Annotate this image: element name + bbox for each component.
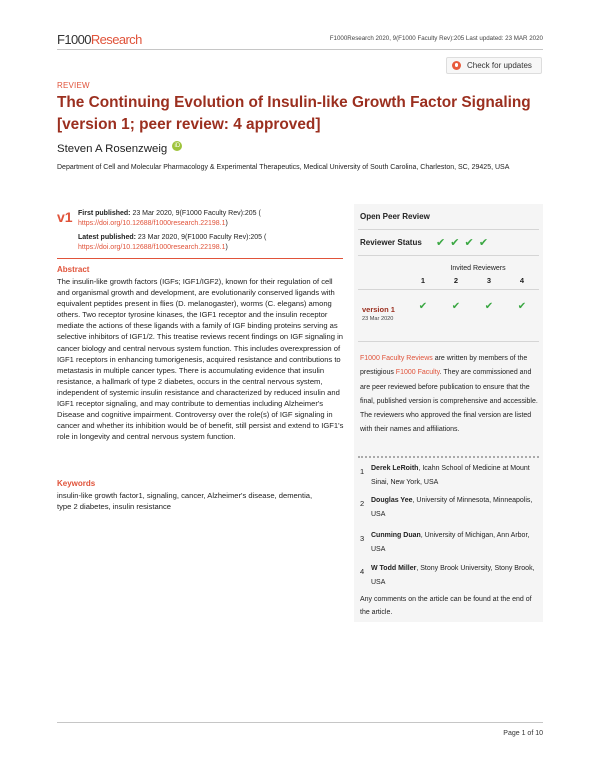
keywords-text: insulin-like growth factor1, signaling, cancer, Alzheimer's disease, dementia, type 2 diabetes, insulin resistance — [57, 491, 313, 512]
reviewer-column-3: 3 — [486, 276, 492, 285]
open-peer-review-panel — [354, 204, 543, 622]
header-citation: F1000Research 2020, 9(F1000 Faculty Rev):205 Last updated: 23 MAR 2020 — [329, 35, 543, 42]
first-close-paren: ) — [225, 220, 228, 227]
version-1-label[interactable]: version 1 — [362, 305, 395, 314]
reviewer-status-checks: ✔ ✔ ✔ ✔ — [436, 237, 490, 249]
faculty-link[interactable]: F1000 Faculty — [395, 369, 440, 377]
check-for-updates-button[interactable] — [446, 57, 542, 74]
latest-doi-link[interactable]: https://doi.org/10.12688/f1000research.22198.1 — [78, 244, 226, 251]
latest-published-label: Latest published: — [78, 234, 136, 241]
author-name[interactable]: Steven A Rosenzweig — [57, 143, 168, 155]
orcid-icon[interactable]: iD — [172, 141, 182, 151]
reviewer-name[interactable]: Derek LeRoith — [371, 465, 419, 472]
abstract-heading: Abstract — [57, 265, 90, 274]
page-number: Page 1 of 10 — [503, 730, 543, 737]
footer-divider — [57, 722, 543, 723]
dotted-divider — [358, 456, 539, 458]
comments-note: Any comments on the article can be found at the end of the article. — [360, 596, 532, 616]
author-affiliation: Department of Cell and Molecular Pharmacology & Experimental Therapeutics, Medical University of South Carolina, Charleston, SC, 29425, USA — [57, 164, 510, 171]
latest-published — [78, 233, 343, 253]
check-updates-label: Check for updates — [467, 61, 532, 70]
reviewer-column-1: 1 — [420, 276, 426, 285]
reviewer-item — [360, 462, 540, 489]
reviewer-name[interactable]: W Todd Miller — [371, 565, 417, 572]
approved-check-icon[interactable]: ✔ — [418, 301, 428, 312]
header-divider — [57, 49, 543, 50]
reviewer-status-label: Reviewer Status — [360, 238, 422, 247]
first-published-text: 23 Mar 2020, 9(F1000 Faculty Rev):205 ( — [132, 210, 261, 217]
panel-divider — [358, 229, 539, 230]
keywords-heading: Keywords — [57, 479, 96, 488]
first-published-label: First published: — [78, 210, 131, 217]
reviewer-item — [360, 562, 540, 589]
table-bottom-divider — [358, 341, 539, 342]
article-title: The Continuing Evolution of Insulin-like Growth Factor Signaling [version 1; peer review: 4 approved] — [57, 94, 531, 133]
approved-check-icon[interactable]: ✔ — [517, 301, 527, 312]
version-1-date: 23 Mar 2020 — [362, 316, 394, 322]
reviewer-item — [360, 494, 540, 521]
invited-reviewers-label: Invited Reviewers — [450, 265, 506, 272]
author-line — [57, 141, 182, 155]
article-type: REVIEW — [57, 81, 90, 90]
logo-prefix: F1000 — [57, 32, 91, 47]
approved-check-icon[interactable]: ✔ — [451, 301, 461, 312]
faculty-reviews-note — [360, 352, 540, 438]
crossmark-icon — [452, 61, 461, 70]
latest-published-text: 23 Mar 2020, 9(F1000 Faculty Rev):205 ( — [137, 234, 267, 241]
reviewer-column-4: 4 — [519, 276, 525, 285]
version-tag: v1 — [57, 209, 73, 225]
logo-suffix: Research — [90, 32, 142, 47]
first-published — [78, 209, 343, 229]
latest-close-paren: ) — [225, 244, 228, 251]
table-header-divider — [358, 289, 539, 290]
left-column-divider — [57, 258, 343, 259]
reviewer-affiliation: , University of Minnesota, Minneapolis, USA — [371, 497, 533, 518]
abstract-text: The insulin-like growth factors (IGFs; IGF1/IGF2), known for their regulation of cell and organismal growth and development, are evolutionarily conserved ligands with equivalent peptides present in flies (D. melanogaster), worms (C. elegans) among others. Two receptor tyrosine kinases, the IGF1 receptor and the insulin receptor mediate the actions of these ligands with a family of IGF binding proteins serving as selective inhibitors of IGF1/2. This treatise reviews recent findings on IGF signaling in cancer biology and central nervous system function. This includes overexpression of IGF1 receptors in enhancing tumorigenesis, acquired resistance and contributions to metastasis in multiple cancer types. There is accumulating evidence that insulin resistance, a hallmark of type 2 diabetes, occurs in the central nervous system, independent of systemic insulin resistance and characterized by reduced insulin and IGF1 receptor signaling, and may contribute to dementias including Alzheimer's Disease and cognitive impairment. Controversy over the role(s) of IGF signaling in cancer and whether its inhibition would be of benefit, still persist and extend to IGF1's role in longevity and central nervous system function. — [57, 277, 344, 442]
reviewer-number: 1 — [360, 467, 365, 476]
reviewer-item — [360, 529, 540, 556]
panel-divider — [358, 255, 539, 256]
approved-check-icon[interactable]: ✔ — [484, 301, 494, 312]
peer-review-heading: Open Peer Review — [360, 212, 430, 221]
first-doi-link[interactable]: https://doi.org/10.12688/f1000research.22198.1 — [78, 220, 226, 227]
faculty-text-2: . They are commissioned and are peer reviewed before publication to ensure that the final, published version is comprehensive and accessible. The reviewers who approved the final version are listed with their names and affiliations. — [360, 369, 538, 434]
page-header — [57, 32, 543, 48]
reviewer-affiliation: , University of Michigan, Ann Arbor, USA — [371, 532, 530, 553]
reviewer-number: 3 — [360, 534, 365, 543]
reviewer-affiliation: , Icahn School of Medicine at Mount Sinai, New York, USA — [371, 465, 530, 486]
faculty-reviews-link[interactable]: F1000 Faculty Reviews — [360, 355, 433, 362]
journal-logo[interactable] — [57, 32, 142, 47]
faculty-text-1: are written by members of the prestigious — [360, 355, 528, 377]
reviewer-name[interactable]: Douglas Yee — [371, 497, 413, 504]
reviewer-column-2: 2 — [453, 276, 459, 285]
reviewer-affiliation: , Stony Brook University, Stony Brook, USA — [371, 565, 535, 586]
reviewer-number: 4 — [360, 567, 365, 576]
reviewer-number: 2 — [360, 499, 365, 508]
reviewer-name[interactable]: Cunming Duan — [371, 532, 421, 539]
